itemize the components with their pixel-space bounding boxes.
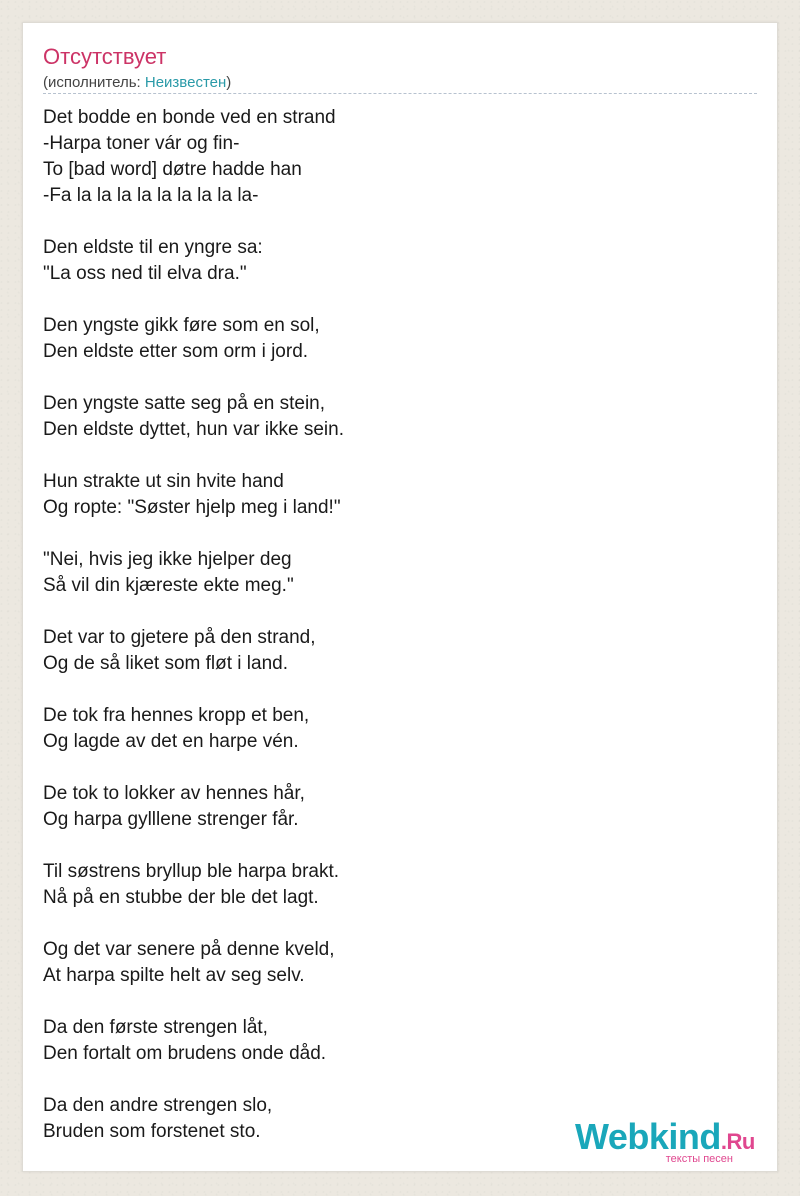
lyric-line: Den yngste satte seg på en stein, — [43, 393, 326, 414]
lyric-line: "Nei, hvis jeg ikke hjelper deg — [43, 549, 292, 570]
lyric-line: Da den første strengen låt, — [43, 1017, 268, 1038]
stanza-break — [43, 833, 643, 859]
logo-tagline: тексты песен — [665, 1153, 733, 1165]
lyric-line: Hun strakte ut sin hvite hand — [43, 471, 284, 492]
lyric-line: Og lagde av det en harpe vén. — [43, 731, 299, 752]
stanza-break — [43, 521, 643, 547]
lyric-line: Nå på en stubbe der ble det lagt. — [43, 887, 319, 908]
lyric-line: Den fortalt om brudens onde dåd. — [43, 1043, 327, 1064]
lyric-line: Den eldste dyttet, hun var ikke sein. — [43, 419, 344, 440]
webkind-logo[interactable] — [575, 1117, 771, 1169]
lyric-line: Det bodde en bonde ved en strand — [43, 107, 336, 128]
stanza-break — [43, 911, 643, 937]
lyric-line: Bruden som forstenet sto. — [43, 1121, 261, 1142]
performer-suffix: ) — [226, 74, 232, 91]
lyric-line: De tok to lokker av hennes hår, — [43, 783, 305, 804]
lyric-line: Da den andre strengen slo, — [43, 1095, 273, 1116]
lyric-line: To [bad word] døtre hadde han — [43, 159, 302, 180]
stanza-break — [43, 1067, 643, 1093]
lyric-line: -Fa la la la la la la la la la- — [43, 185, 259, 206]
logo-tld: .Ru — [720, 1129, 755, 1154]
lyrics-card — [22, 22, 778, 1172]
stanza-break — [43, 677, 643, 703]
lyrics-text — [43, 105, 643, 1145]
stanza-break — [43, 365, 643, 391]
lyric-line: Den eldste etter som orm i jord. — [43, 341, 309, 362]
lyric-line: Til søstrens bryllup ble harpa brakt. — [43, 861, 340, 882]
performer-line — [43, 73, 231, 93]
stanza-break — [43, 209, 643, 235]
lyric-line: Og det var senere på denne kveld, — [43, 939, 335, 960]
lyric-line: Den eldste til en yngre sa: — [43, 237, 263, 258]
lyric-line: At harpa spilte helt av seg selv. — [43, 965, 305, 986]
stanza-break — [43, 443, 643, 469]
song-title: Отсутствует — [43, 44, 167, 69]
lyric-line: Så vil din kjæreste ekte meg." — [43, 575, 294, 596]
stanza-break — [43, 287, 643, 313]
stanza-break — [43, 599, 643, 625]
lyric-line: Den yngste gikk føre som en sol, — [43, 315, 320, 336]
lyric-line: "La oss ned til elva dra." — [43, 263, 247, 284]
lyric-line: -Harpa toner vár og fin- — [43, 133, 240, 154]
lyric-line: De tok fra hennes kropp et ben, — [43, 705, 310, 726]
lyric-line: Og de så liket som fløt i land. — [43, 653, 288, 674]
lyric-line: Og harpa gylllene strenger får. — [43, 809, 299, 830]
lyric-line: Og ropte: "Søster hjelp meg i land!" — [43, 497, 341, 518]
stanza-break — [43, 989, 643, 1015]
lyric-line: Det var to gjetere på den strand, — [43, 627, 316, 648]
performer-link[interactable]: Неизвестен — [144, 74, 227, 91]
performer-prefix: (исполнитель: — [43, 74, 145, 91]
logo-main-text: Webkind — [575, 1116, 721, 1157]
stanza-break — [43, 755, 643, 781]
title-divider — [43, 93, 757, 94]
